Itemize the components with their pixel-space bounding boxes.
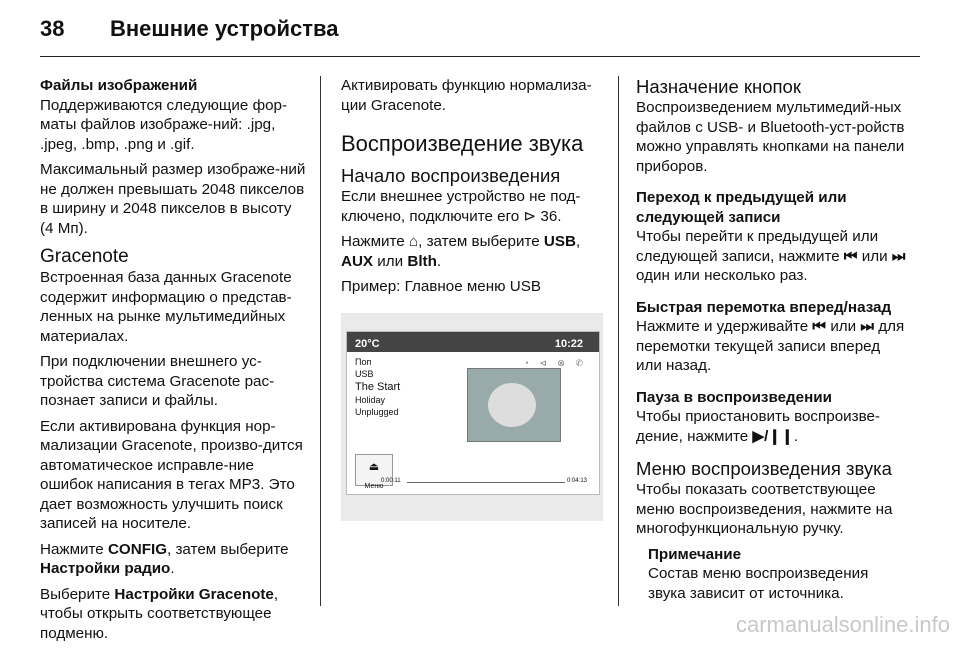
usb-label: USB (543, 233, 576, 250)
text: , затем выберите (167, 540, 289, 558)
paragraph (40, 540, 308, 579)
page-number: 38 (40, 16, 65, 41)
text: Нажмите (40, 540, 108, 558)
paragraph: Максимальный размер изображе-ний не должен превышать 2048 пикселов в ширину и 2048 пикселов в высоту (4 Мп). (40, 161, 306, 237)
paragraph: Если активирована функция нор-мализации Gracenote, произво-дится автоматическое исправле-ние ошибок написания в тегах MP3. Это дает возможность улучшить поиск записей на носителе. (40, 417, 303, 532)
dog-image (488, 383, 536, 427)
prev-icon: ⏮ (843, 247, 858, 265)
header-rule (40, 56, 920, 57)
heading-fast-forward: Быстрая перемотка вперед/назад (636, 298, 892, 316)
watermark: carmanualsonline.info (735, 612, 950, 637)
paragraph (40, 585, 308, 644)
page-header (40, 16, 339, 42)
radio-settings: Настройки радио (40, 560, 171, 577)
column-3 (636, 76, 906, 609)
text: , чтобы открыть соответствующее подменю. (40, 585, 279, 642)
paragraph: Чтобы показать соответствующее меню воспроизведения, нажмите на многофункциональную ручку. (636, 481, 893, 537)
usb-menu-screenshot (341, 313, 603, 521)
clock: 10:22 (554, 337, 583, 350)
menu-icon: ⏏ (368, 460, 380, 473)
total-time: 0:04:13 (566, 477, 587, 484)
elapsed-time: 0:00:11 (381, 477, 401, 484)
text: один или несколько раз. (636, 267, 808, 284)
text: для перемотки текущей записи вперед или назад. (636, 318, 905, 374)
album-art (467, 368, 561, 442)
paragraph: Воспроизведением мультимедий-ных файлов с USB- и Bluetooth-уст-ройств можно управлять кнопками на панели приборов. (636, 99, 905, 175)
column-2 (341, 76, 603, 521)
display-screen (346, 331, 600, 495)
paragraph: Пример: Главное меню USB (341, 278, 541, 295)
media-menu (355, 356, 400, 418)
temperature: 20°C (355, 337, 380, 350)
text: . (793, 427, 799, 445)
heading-buttons: Назначение кнопок (636, 76, 801, 97)
text: или (826, 318, 861, 335)
next-icon: ⏭ (891, 247, 906, 265)
note-text: Состав меню воспроизведения звука зависит от источника. (648, 565, 869, 602)
menu-button-label: Меню (364, 483, 384, 490)
text: или (857, 247, 892, 265)
text: Выберите (40, 585, 115, 603)
status-icons: ◔ ⊲ ⊗ ✆ (523, 357, 587, 368)
text: Чтобы приостановить воспроизве-дение, нажмите (636, 408, 880, 445)
text: Нажмите и удерживайте (636, 318, 813, 335)
paragraph (636, 317, 906, 376)
text: или (373, 252, 408, 270)
paragraph (636, 407, 906, 446)
text: . (170, 560, 175, 577)
menu-item: USB (355, 368, 374, 379)
config-key: CONFIG (107, 540, 168, 558)
aux-label: AUX (341, 252, 374, 270)
menu-item: Unplugged (355, 406, 399, 417)
column-divider-2 (618, 76, 619, 606)
status-bar (347, 332, 599, 352)
paragraph (636, 227, 906, 286)
page-title: Внешние устройства (110, 16, 339, 41)
text: , (575, 233, 581, 250)
heading-audio-menu: Меню воспроизведения звука (636, 458, 892, 479)
heading-gracenote: Gracenote (40, 246, 129, 267)
note-title: Примечание (648, 545, 742, 563)
heading-pause: Пауза в воспроизведении (636, 388, 832, 406)
progress-bar (407, 482, 565, 483)
blth-label: Blth (407, 252, 437, 270)
column-1 (40, 76, 308, 649)
paragraph (341, 232, 603, 271)
text: Нажмите (341, 233, 409, 250)
next-icon: ⏭ (860, 318, 875, 335)
paragraph: Активировать функцию нормализа-ции Gracenote. (341, 77, 592, 114)
home-icon: ⌂ (408, 233, 419, 250)
paragraph: Поддерживаются следующие фор-маты файлов изображе-ний: .jpg, .jpeg, .bmp, .png и .gif. (40, 96, 288, 153)
column-divider-1 (320, 76, 321, 606)
text: Чтобы перейти к предыдущей или следующей записи, нажмите (636, 228, 879, 265)
gracenote-settings: Настройки Gracenote (114, 585, 274, 603)
menu-item: The Start (355, 380, 401, 393)
menu-item: Поп (355, 356, 372, 367)
play-pause-icon: ▶/❙❙ (752, 427, 794, 445)
prev-icon: ⏮ (812, 318, 827, 335)
paragraph: Если внешнее устройство не под-ключено, подключите его ⊳ 36. (341, 188, 581, 225)
note (648, 545, 906, 604)
text: , затем выберите (418, 233, 544, 250)
heading-skip: Переход к предыдущей или следующей записи (636, 189, 847, 226)
menu-item: Holiday (355, 394, 386, 405)
heading-playback: Воспроизведение звука (341, 131, 584, 156)
text: . (436, 252, 442, 270)
heading-images: Файлы изображений (40, 77, 198, 94)
paragraph: Встроенная база данных Gracenote содержит информацию о представ-ленных на рынке мультимедийных материалах. (40, 269, 292, 345)
paragraph: При подключении внешнего ус-тройства система Gracenote рас-познает записи и файлы. (40, 353, 275, 409)
heading-start: Начало воспроизведения (341, 165, 561, 186)
